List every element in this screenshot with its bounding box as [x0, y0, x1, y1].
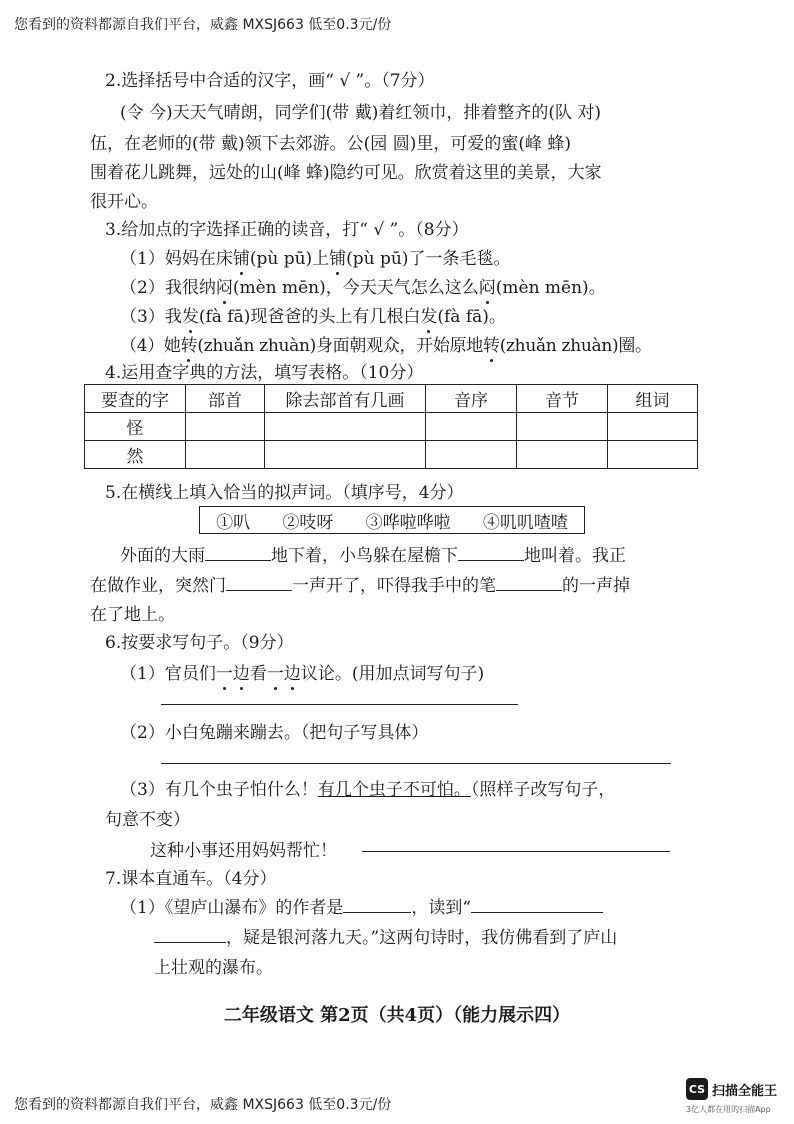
- answer-cell[interactable]: [186, 413, 265, 441]
- q6-sentence-3-task: 这种小事还用妈妈帮忙！: [150, 841, 337, 861]
- answer-cell[interactable]: [186, 441, 265, 469]
- answer-line[interactable]: [161, 763, 671, 764]
- q3-item-2-post: (mèn mēn)。: [495, 278, 606, 298]
- q6-title: 6.按要求写句子。（9分）: [105, 633, 294, 653]
- q5-line-1: [120, 541, 626, 566]
- answer-cell[interactable]: [265, 441, 426, 469]
- q3-item-2-pre: （2）我很纳: [120, 278, 216, 298]
- header-cell: 音序: [426, 385, 517, 413]
- q3-item-3-mid: (fà fā)现爸爸的头上有几根白: [198, 307, 421, 327]
- q6-text: （1）官员们: [120, 664, 216, 684]
- answer-cell[interactable]: [426, 413, 517, 441]
- q3-item-1-mid: (pù pū)上: [249, 249, 330, 269]
- logo-name: 扫描全能王: [712, 1083, 778, 1099]
- header-cell: 部首: [186, 385, 265, 413]
- blank[interactable]: [343, 894, 411, 913]
- q3-item-1-pre: （1）妈妈在床: [120, 249, 233, 269]
- q2-line-4: 很开心。: [90, 192, 158, 212]
- option-3: ③哗啦哗啦: [365, 512, 451, 533]
- dotted-char: 铺: [233, 244, 250, 269]
- table-header-row: [85, 385, 698, 413]
- q3-item-2-mid: (mèn mēn)，今天天气怎么这么: [232, 278, 479, 298]
- blank[interactable]: [458, 542, 524, 561]
- q5-title: 5.在横线上填入恰当的拟声词。（填序号，4分）: [105, 483, 464, 503]
- dotted-char: 铺: [329, 244, 346, 269]
- q5-text: 地下着，小鸟躲在屋檐下: [271, 546, 458, 566]
- camscanner-logo: [686, 1078, 778, 1114]
- q3-item-3: [120, 302, 506, 327]
- q6-text: 看: [249, 664, 267, 684]
- table-row: [85, 413, 698, 441]
- table-cell-char: 然: [85, 441, 186, 469]
- option-4: ④叽叽喳喳: [482, 512, 568, 533]
- q5-text: 一声开了，吓得我手中的笔: [292, 576, 496, 596]
- camscanner-icon: CS: [686, 1078, 708, 1100]
- option-1: ①叭: [216, 512, 251, 533]
- dotted-char: 边: [233, 659, 250, 684]
- option-2: ②吱呀: [282, 512, 334, 533]
- q3-item-4: [120, 331, 652, 356]
- dictionary-table: [84, 384, 698, 469]
- q3-item-4-mid: (zhuǎn zhuàn)身面朝观众，开始原地: [197, 336, 483, 356]
- q5-text: 在做作业，突然门: [90, 576, 226, 596]
- watermark-bottom: 您看到的资料都源自我们平台，威鑫 MXSJ663 低至0.3元/份: [14, 1097, 392, 1113]
- dotted-char: 转: [483, 331, 500, 356]
- q3-item-4-pre: （4）她: [120, 336, 181, 356]
- answer-line[interactable]: [362, 851, 670, 852]
- q7-text: ，读到“: [411, 898, 472, 918]
- watermark-top: 您看到的资料都源自我们平台，威鑫 MXSJ663 低至0.3元/份: [14, 17, 392, 33]
- q5-line-3: 在了地上。: [90, 605, 175, 625]
- blank[interactable]: [471, 894, 603, 913]
- q3-item-3-pre: （3）我: [120, 307, 182, 327]
- answer-cell[interactable]: [517, 413, 608, 441]
- q5-text: 地叫着。我正: [524, 546, 626, 566]
- answer-cell[interactable]: [608, 413, 698, 441]
- q6-sentence-3: [120, 775, 615, 800]
- q6-text: （3）有几个虫子怕什么！: [120, 780, 318, 800]
- q6-text: 议论。(用加点词写句子): [300, 664, 485, 684]
- answer-cell[interactable]: [265, 413, 426, 441]
- q7-line-3: 上壮观的瀑布。: [154, 958, 273, 978]
- dotted-char: 发: [420, 302, 437, 327]
- q2-line-1: (令 今)天天气晴朗，同学们(带 戴)着红领巾，排着整齐的(队 对): [120, 103, 602, 123]
- q7-text: （1）《望庐山瀑布》的作者是: [120, 898, 344, 918]
- answer-cell[interactable]: [608, 441, 698, 469]
- blank[interactable]: [226, 572, 292, 591]
- dotted-char: 边: [284, 659, 301, 684]
- q6-example: 有几个虫子不可怕。: [317, 780, 471, 800]
- header-cell: 音节: [517, 385, 608, 413]
- q2-line-2: 伍，在老师的(带 戴)领下去郊游。公(园 圆)里，可爱的蜜(峰 蜂): [90, 134, 572, 154]
- answer-cell[interactable]: [517, 441, 608, 469]
- header-cell: 除去部首有几画: [265, 385, 426, 413]
- q6-sentence-1: [120, 659, 484, 684]
- q7-line-2: [154, 923, 617, 948]
- q7-title: 7.课本直通车。（4分）: [105, 869, 277, 889]
- q3-item-1-post: (pù pū)了一条毛毯。: [346, 249, 511, 269]
- q3-item-4-post: (zhuǎn zhuàn)圈。: [499, 336, 652, 356]
- header-cell: 要查的字: [85, 385, 186, 413]
- answer-cell[interactable]: [426, 441, 517, 469]
- options-box: [199, 506, 585, 534]
- q5-text: 外面的大雨: [120, 546, 205, 566]
- dotted-char: 闷: [479, 273, 496, 298]
- dotted-char: 闷: [216, 273, 233, 298]
- dotted-char: 转: [181, 331, 198, 356]
- q5-line-2: [90, 571, 630, 596]
- logo-tagline: 3亿人都在用的扫描App: [686, 1105, 771, 1114]
- table-row: [85, 441, 698, 469]
- table-cell-char: 怪: [85, 413, 186, 441]
- dotted-char: 发: [182, 302, 199, 327]
- q5-text: 的一声掉: [562, 576, 630, 596]
- q3-item-1: [120, 244, 511, 269]
- q3-title: 3.给加点的字选择正确的读音，打“ √ ”。（8分）: [105, 220, 469, 240]
- header-cell: 组词: [608, 385, 698, 413]
- q7-line-1: [120, 893, 603, 918]
- blank[interactable]: [496, 572, 562, 591]
- q3-item-3-post: (fà fā)。: [437, 307, 506, 327]
- q2-line-3: 围着花儿跳舞，远处的山(峰 蜂)隐约可见。欣赏着这里的美景，大家: [90, 163, 602, 183]
- answer-line[interactable]: [161, 704, 518, 705]
- q6-text: （照样子改写句子，: [470, 780, 616, 800]
- dotted-char: 一: [216, 659, 233, 684]
- q2-title: 2.选择括号中合适的汉字，画“ √ ”。（7分）: [105, 71, 435, 91]
- dotted-char: 一: [267, 659, 284, 684]
- q7-text: ，疑是银河落九天。”这两句诗时，我仿佛看到了庐山: [226, 928, 618, 948]
- q6-sentence-3-cont: 句意不变）: [105, 810, 190, 830]
- blank[interactable]: [205, 542, 271, 561]
- page-footer-title: 二年级语文 第2页（共4页）（能力展示四）: [223, 1005, 571, 1026]
- q3-item-2: [120, 273, 606, 298]
- blank[interactable]: [154, 924, 226, 943]
- q6-sentence-2: （2）小白兔蹦来蹦去。（把句子写具体）: [120, 723, 429, 743]
- q4-title: 4.运用查字典的方法，填写表格。（10分）: [105, 363, 424, 383]
